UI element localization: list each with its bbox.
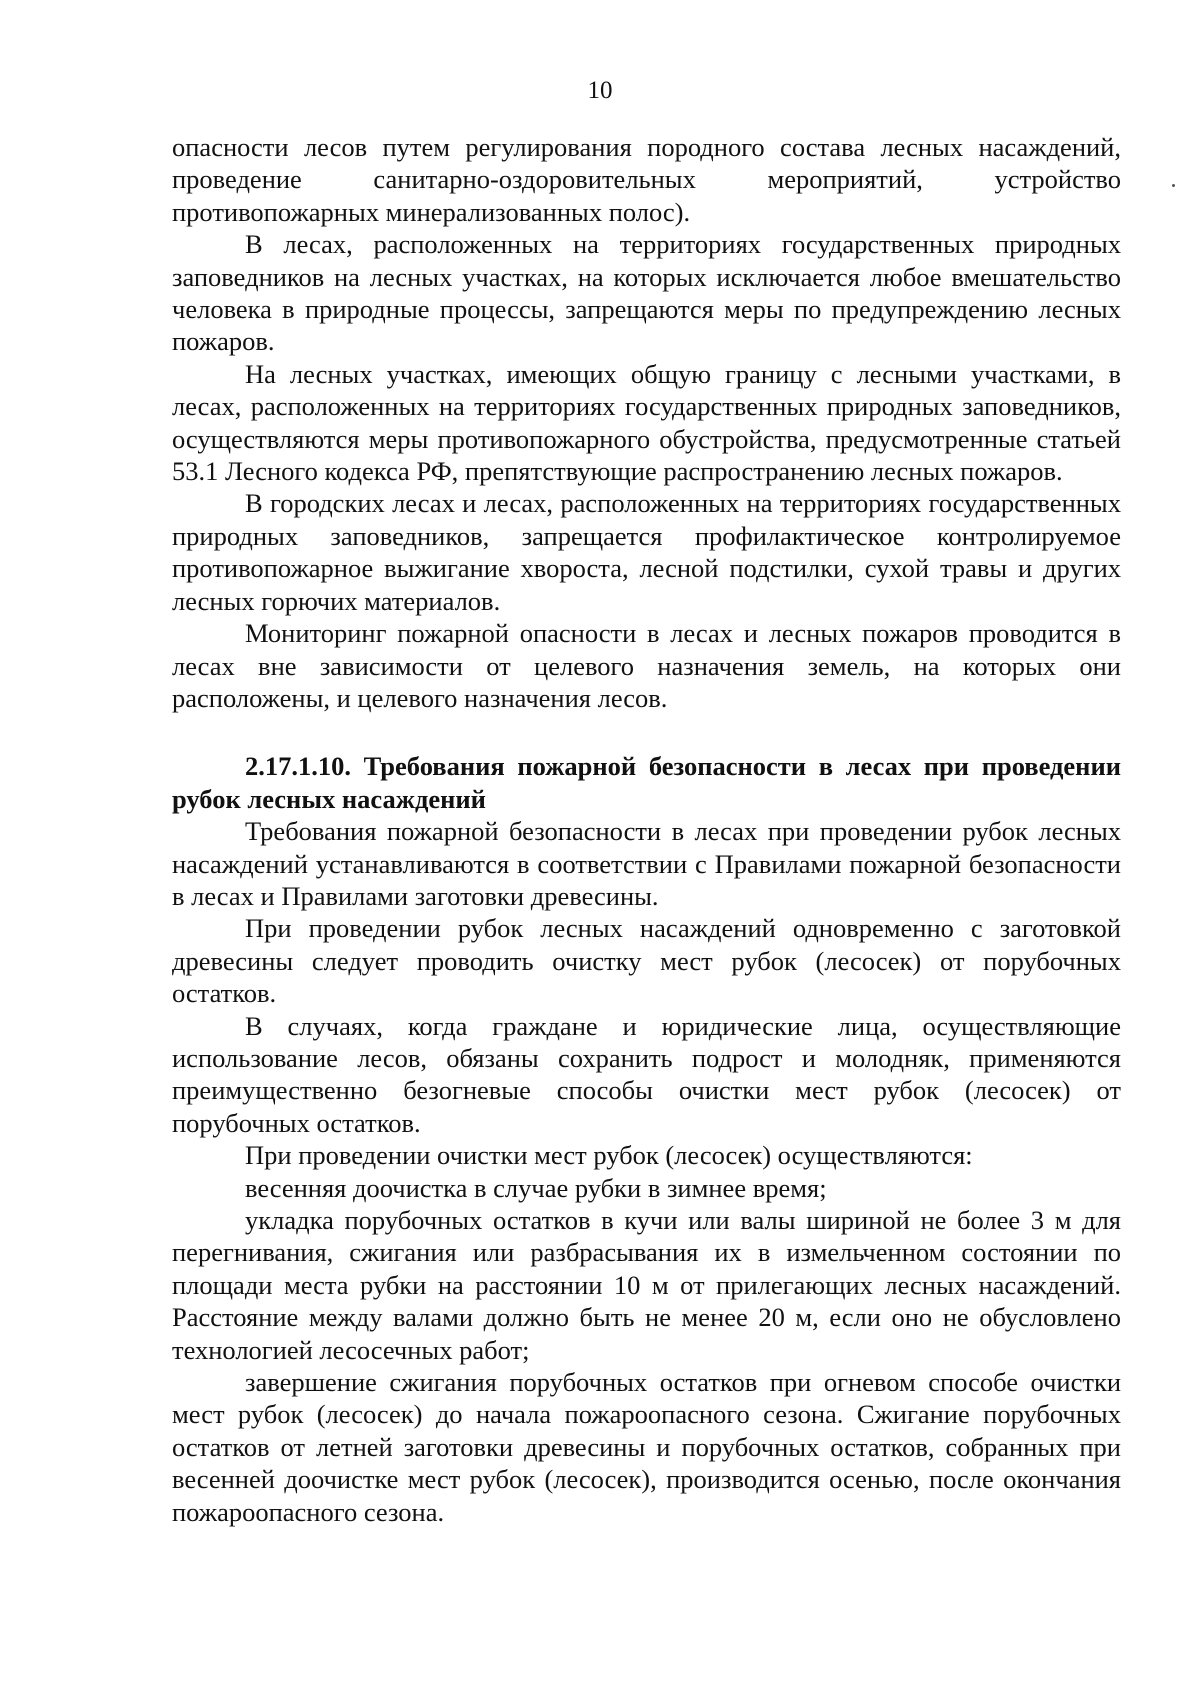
paragraph: При проведении очистки мест рубок (лесосек) осуществляются: [245, 1140, 973, 1171]
list-item: укладка порубочных остатков в кучи или валы шириной не более 3 м для перегнивания, сжигания или разбрасывания их в измельченном состоянии по площади места рубки на расстоянии 10 м от прилегающих лесных насаждений. Расстояние между валами должно быть не менее 20 м, если оно не обусловлено технологией лесосечных работ; [172, 1205, 1121, 1365]
document-body [172, 131, 1121, 1528]
page-number: 10 [587, 77, 613, 104]
section-heading: 2.17.1.10. Требования пожарной безопасности в лесах при проведении рубок лесных насаждений [172, 751, 1121, 814]
paragraph: На лесных участках, имеющих общую границу с лесными участками, в лесах, расположенных на территориях государственных природных заповедников, осуществляются меры противопожарного обустройства, предусмотренные статьей 53.1 Лесного кодекса РФ, препятствующие распространению лесных пожаров. [172, 358, 1121, 487]
paragraph: опасности лесов путем регулирования породного состава лесных насаждений, проведение санитарно-оздоровительных мероприятий, устройство противопожарных минерализованных полос). [172, 132, 1121, 227]
list-item: завершение сжигания порубочных остатков при огневом способе очистки мест рубок (лесосек) до начала пожароопасного сезона. Сжигание порубочных остатков от летней заготовки древесины и порубочных остатков, собранных при весенней доочистке мест рубок (лесосек), производится осенью, после окончания пожароопасного сезона. [172, 1367, 1121, 1527]
scan-dot-mark [1172, 184, 1175, 187]
paragraph: Требования пожарной безопасности в лесах при проведении рубок лесных насаждений устанавливаются в соответствии с Правилами пожарной безопасности в лесах и Правилами заготовки древесины. [172, 816, 1121, 911]
paragraph: В лесах, расположенных на территориях государственных природных заповедников на лесных участках, на которых исключается любое вмешательство человека в природные процессы, запрещаются меры по предупреждению лесных пожаров. [172, 229, 1121, 357]
paragraph: Мониторинг пожарной опасности в лесах и лесных пожаров проводится в лесах вне зависимости от целевого назначения земель, на которых они расположены, и целевого назначения лесов. [172, 618, 1121, 713]
paragraph: В городских лесах и лесах, расположенных на территориях государственных природных заповедников, запрещается профилактическое контролируемое противопожарное выжигание хвороста, лесной подстилки, сухой травы и других лесных горючих материалов. [172, 488, 1121, 616]
list-item: весенняя доочистка в случае рубки в зимнее время; [245, 1172, 827, 1203]
paragraph: В случаях, когда граждане и юридические лица, осуществляющие использование лесов, обязаны сохранить подрост и молодняк, применяются преимущественно безогневые способы очистки мест рубок (лесосек) от порубочных остатков. [172, 1010, 1121, 1138]
paragraph: При проведении рубок лесных насаждений одновременно с заготовкой древесины следует проводить очистку мест рубок (лесосек) от порубочных остатков. [172, 913, 1121, 1009]
